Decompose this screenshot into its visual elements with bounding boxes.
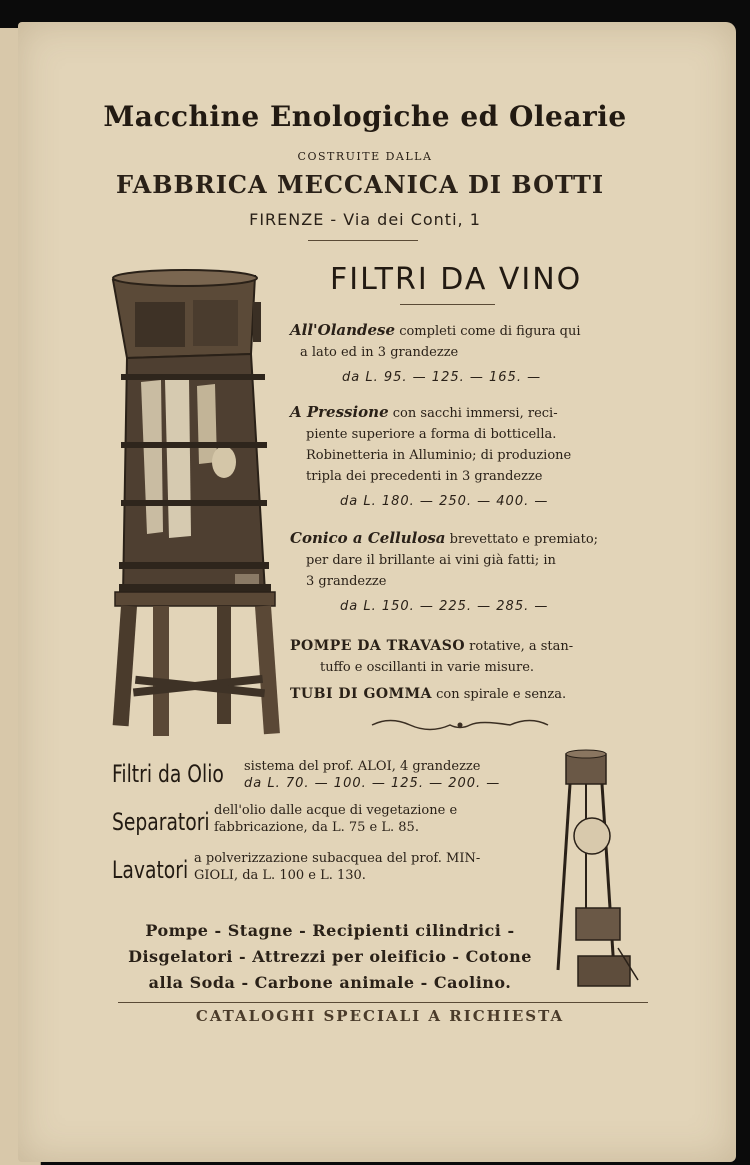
company-name: FABBRICA MECCANICA DI BOTTI bbox=[115, 170, 605, 199]
accessories-line3: alla Soda - Carbone animale - Caolino. bbox=[148, 973, 512, 992]
wine-filter-illustration bbox=[105, 262, 290, 742]
footer-divider bbox=[118, 1002, 648, 1003]
filtri-olio-price: da L. 70. — 100. — 125. — 200. — bbox=[244, 776, 501, 791]
accessories-line1: Pompe - Stagne - Recipienti cilindrici - bbox=[145, 921, 515, 940]
pompe-travaso-line2: tuffo e oscillanti in varie misure. bbox=[320, 660, 535, 675]
conico-line1: brevettato e premiato; bbox=[449, 532, 599, 547]
ornament-divider bbox=[370, 716, 550, 734]
lavatori-line1: a polverizzazione subacquea del prof. MIN- bbox=[194, 851, 481, 866]
filtri-olio-label: Filtri da Olio bbox=[112, 760, 224, 788]
pompe-travaso-label: POMPE DA TRAVASO bbox=[290, 638, 466, 654]
olandese-line1: completi come di figura qui bbox=[399, 324, 581, 339]
pressione-line3: Robinetteria in Alluminio; di produzione bbox=[306, 448, 572, 463]
pressione-line1: con sacchi immersi, reci- bbox=[392, 406, 558, 421]
olandese-block bbox=[290, 320, 650, 388]
tubi-block bbox=[290, 684, 650, 705]
accessories-line2: Disgelatori - Attrezzi per oleificio - Cotone bbox=[128, 947, 532, 966]
conico-block bbox=[290, 528, 650, 617]
catalog-notice: CATALOGHI SPECIALI A RICHIESTA bbox=[195, 1007, 565, 1025]
heading-underline bbox=[400, 304, 495, 305]
pompe-travaso-block bbox=[290, 636, 650, 678]
wine-filters-heading: FILTRI DA VINO bbox=[330, 262, 583, 297]
subtitle: COSTRUITE DALLA bbox=[297, 150, 433, 163]
page-title: Macchine Enologiche ed Olearie bbox=[103, 100, 627, 133]
lavatori-label: Lavatori bbox=[112, 856, 189, 884]
lavatori-line2: GIOLI, da L. 100 e L. 130. bbox=[194, 868, 366, 883]
olandese-label: All'Olandese bbox=[290, 321, 396, 339]
accessories-list bbox=[110, 918, 550, 996]
pressione-line2: piente superiore a forma di botticella. bbox=[306, 427, 557, 442]
pressione-line4: tripla dei precedenti in 3 grandezze bbox=[306, 469, 543, 484]
pressione-price: da L. 180. — 250. — 400. — bbox=[340, 494, 549, 509]
filtri-olio-line1: sistema del prof. ALOI, 4 grandezze bbox=[244, 759, 481, 774]
pompe-travaso-line1: rotative, a stan- bbox=[469, 639, 574, 654]
conico-label: Conico a Cellulosa bbox=[290, 529, 446, 547]
conico-price: da L. 150. — 225. — 285. — bbox=[340, 599, 549, 614]
address: FIRENZE - Via dei Conti, 1 bbox=[249, 210, 481, 229]
olandese-price: da L. 95. — 125. — 165. — bbox=[342, 370, 542, 385]
conico-line2: per dare il brillante ai vini già fatti; in bbox=[306, 553, 556, 568]
separatori-line1: dell'olio dalle acque di vegetazione e bbox=[214, 803, 458, 818]
tubi-text: con spirale e senza. bbox=[436, 687, 567, 702]
pressione-label: A Pressione bbox=[290, 403, 389, 421]
conico-line3: 3 grandezze bbox=[306, 574, 387, 589]
header-divider bbox=[308, 240, 418, 241]
tubi-label: TUBI DI GOMMA bbox=[290, 686, 432, 702]
separatori-line2: fabbricazione, da L. 75 e L. 85. bbox=[214, 820, 419, 835]
separatori-label: Separatori bbox=[112, 808, 210, 836]
pressione-block bbox=[290, 402, 650, 512]
oil-filter-illustration bbox=[548, 748, 648, 993]
olandese-line2: a lato ed in 3 grandezze bbox=[300, 345, 459, 360]
